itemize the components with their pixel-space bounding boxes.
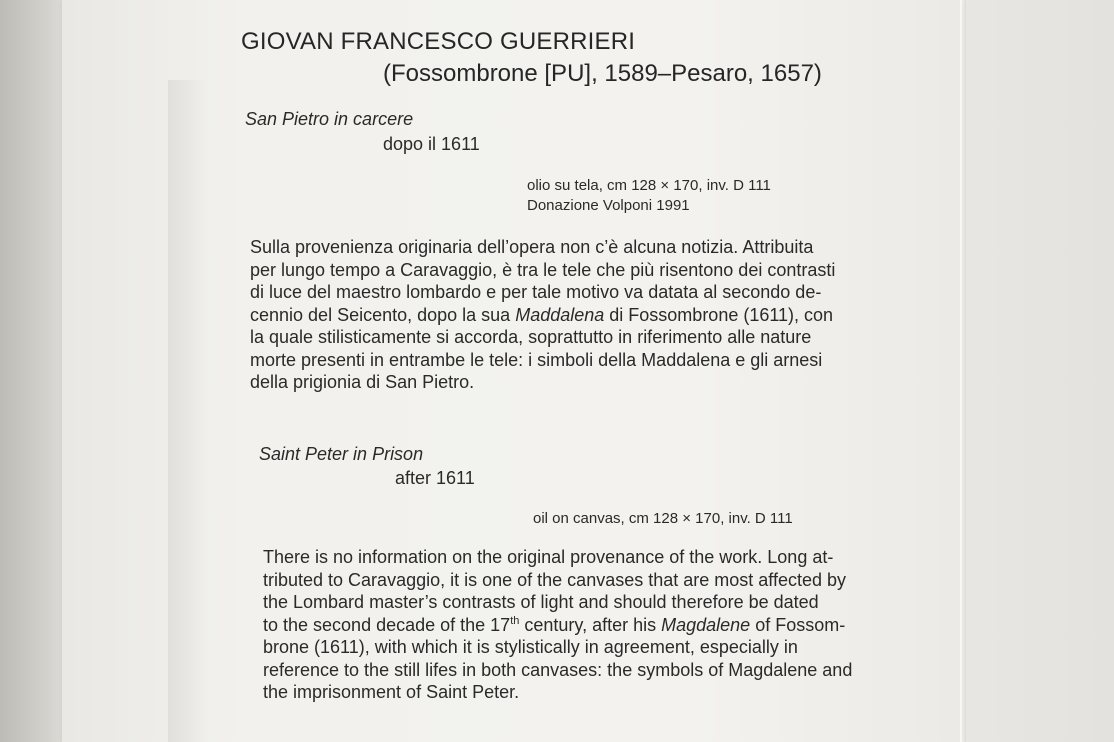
panel-edge bbox=[960, 0, 966, 742]
description-english bbox=[263, 546, 852, 704]
artwork-title-italian: San Pietro in carcere bbox=[245, 109, 414, 129]
description-line: tributed to Caravaggio, it is one of the canvases that are most affected by bbox=[263, 569, 847, 590]
artwork-technique-italian: olio su tela, cm 128 × 170, inv. D 111 bbox=[527, 177, 771, 194]
description-line: della prigionia di San Pietro. bbox=[250, 372, 475, 392]
artist-dates: (Fossombrone [PU], 1589–Pesaro, 1657) bbox=[383, 60, 822, 87]
description-line: brone (1611), with which it is stylistically in agreement, especially in bbox=[263, 637, 798, 657]
description-line: di luce del maestro lombardo e per tale motivo va datata al secondo de- bbox=[250, 282, 822, 302]
description-line: the imprisonment of Saint Peter. bbox=[263, 682, 520, 702]
description-text: cennio del Seicento, dopo la sua bbox=[250, 304, 516, 325]
description-line bbox=[263, 614, 852, 637]
description-line: per lungo tempo a Caravaggio, è tra le tele che più risentono dei contrasti bbox=[250, 259, 836, 280]
artwork-title-english: Saint Peter in Prison bbox=[259, 444, 424, 464]
description-line: morte presenti in entrambe le tele: i simboli della Maddalena e gli arnesi bbox=[250, 349, 823, 370]
description-line: la quale stilisticamente si accorda, soprattutto in riferimento alle nature bbox=[250, 327, 812, 347]
artwork-date-italian: dopo il 1611 bbox=[383, 134, 480, 154]
description-line bbox=[250, 304, 835, 327]
artwork-date-english: after 1611 bbox=[395, 468, 475, 488]
description-line: the Lombard master’s contrasts of light and should therefore be dated bbox=[263, 592, 819, 612]
description-italian bbox=[250, 236, 835, 394]
artwork-reference-maddalena: Maddalena bbox=[515, 304, 605, 325]
description-line: reference to the still lifes in both canvases: the symbols of Magdalene and bbox=[263, 659, 853, 680]
artwork-technique-english: oil on canvas, cm 128 × 170, inv. D 111 bbox=[533, 510, 793, 527]
ordinal-suffix: th bbox=[510, 614, 520, 627]
artist-name: GIOVAN FRANCESCO GUERRIERI bbox=[241, 28, 636, 55]
artwork-donation: Donazione Volponi 1991 bbox=[527, 197, 690, 214]
artwork-reference-magdalene: Magdalene bbox=[661, 614, 751, 635]
description-text: of Fossom- bbox=[750, 614, 846, 635]
description-line: There is no information on the original provenance of the work. Long at- bbox=[263, 547, 834, 567]
panel-shade bbox=[168, 80, 208, 742]
description-text: to the second decade of the 17 bbox=[263, 614, 511, 635]
description-text: century, after his bbox=[519, 614, 662, 635]
description-line: Sulla provenienza originaria dell’opera non c’è alcuna notizia. Attribuita bbox=[250, 237, 814, 257]
description-text: di Fossombrone (1611), con bbox=[604, 304, 834, 325]
